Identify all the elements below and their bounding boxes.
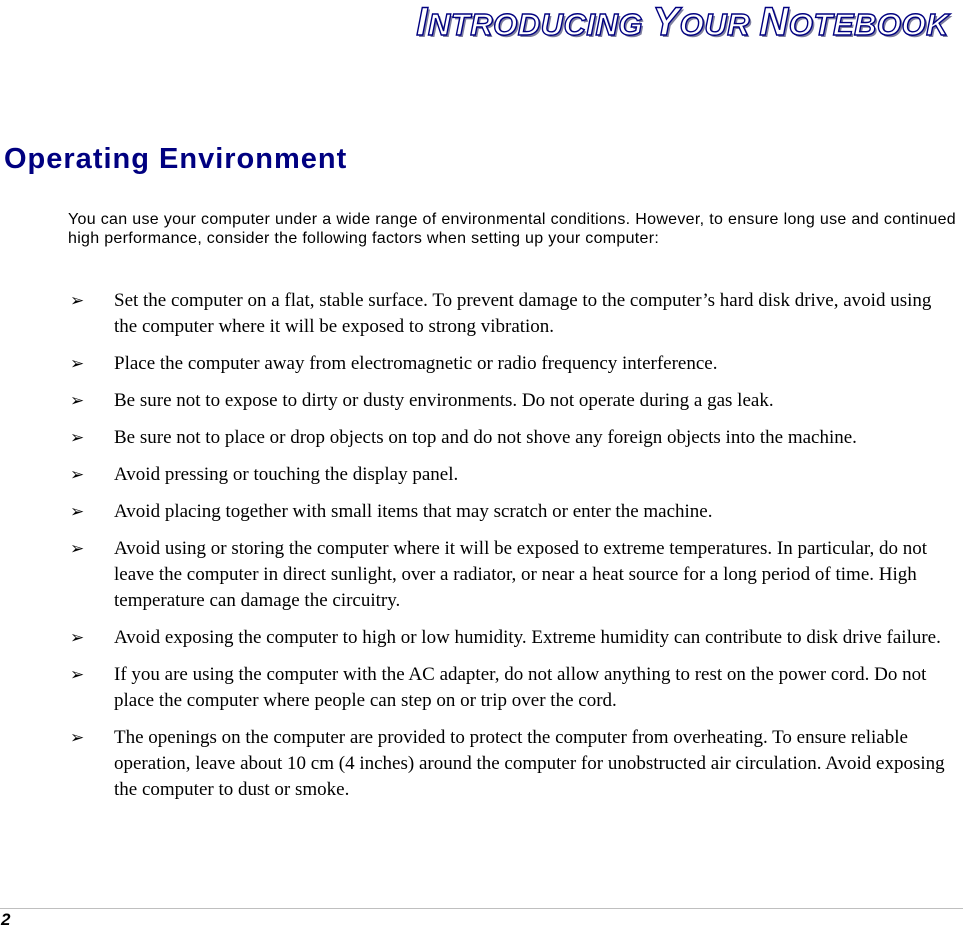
- list-item: [0, 288, 963, 340]
- list-item-text: Be sure not to place or drop objects on top and do not shove any foreign objects into the machine.: [114, 427, 857, 448]
- arrow-bullet-icon: ➢: [70, 502, 85, 522]
- list-item-text: Avoid exposing the computer to high or low humidity. Extreme humidity can contribute to disk drive failure.: [114, 627, 941, 648]
- list-item-text: Avoid using or storing the computer where it will be exposed to extreme temperatures. In particular, do not leave the computer in direct sunlight, over a radiator, or near a heat source for a long period of time. High temperature can damage the circuitry.: [114, 538, 928, 611]
- list-item: [0, 388, 963, 414]
- intro-paragraph: You can use your computer under a wide range of environmental conditions. However, to ensure long use and continued high performance, consider the following factors when setting up your computer:: [68, 211, 956, 247]
- list-item: [0, 625, 963, 651]
- list-item-text: Be sure not to expose to dirty or dusty environments. Do not operate during a gas leak.: [114, 390, 774, 411]
- list-item: [0, 425, 963, 451]
- arrow-bullet-icon: ➢: [70, 539, 85, 559]
- page-number: 2: [1, 910, 11, 929]
- list-item-text: Set the computer on a flat, stable surface. To prevent damage to the computer’s hard disk drive, avoid using the computer where it will be exposed to strong vibration.: [114, 290, 932, 337]
- arrow-bullet-icon: ➢: [70, 354, 85, 374]
- title-word-introducing: INTRODUCING: [416, 0, 644, 44]
- list-item: [0, 499, 963, 525]
- chapter-title: [416, 0, 949, 45]
- footer-divider: [0, 908, 963, 909]
- arrow-bullet-icon: ➢: [70, 665, 85, 685]
- list-item: [0, 662, 963, 714]
- list-item-text: Place the computer away from electromagnetic or radio frequency interference.: [114, 353, 718, 374]
- list-item: [0, 725, 963, 803]
- arrow-bullet-icon: ➢: [70, 391, 85, 411]
- bullet-list: [0, 288, 963, 814]
- list-item-text: Avoid pressing or touching the display panel.: [114, 464, 459, 485]
- arrow-bullet-icon: ➢: [70, 628, 85, 648]
- list-item: [0, 536, 963, 614]
- list-item-text: The openings on the computer are provided to protect the computer from overheating. To ensure reliable operation, leave about 10 cm (4 inches) around the computer for unobstructed air circulation. Avoid exposing the computer to dust or smoke.: [114, 727, 945, 800]
- arrow-bullet-icon: ➢: [70, 465, 85, 485]
- list-item-text: If you are using the computer with the AC adapter, do not allow anything to rest on the power cord. Do not place the computer where people can step on or trip over the cord.: [114, 664, 927, 711]
- section-heading: Operating Environment: [4, 143, 348, 175]
- list-item-text: Avoid placing together with small items that may scratch or enter the machine.: [114, 501, 713, 522]
- arrow-bullet-icon: ➢: [70, 291, 85, 311]
- arrow-bullet-icon: ➢: [70, 428, 85, 448]
- list-item: [0, 351, 963, 377]
- title-word-your: YOUR: [652, 0, 750, 44]
- arrow-bullet-icon: ➢: [70, 728, 85, 748]
- title-word-notebook: NOTEBOOK: [759, 0, 949, 44]
- list-item: [0, 462, 963, 488]
